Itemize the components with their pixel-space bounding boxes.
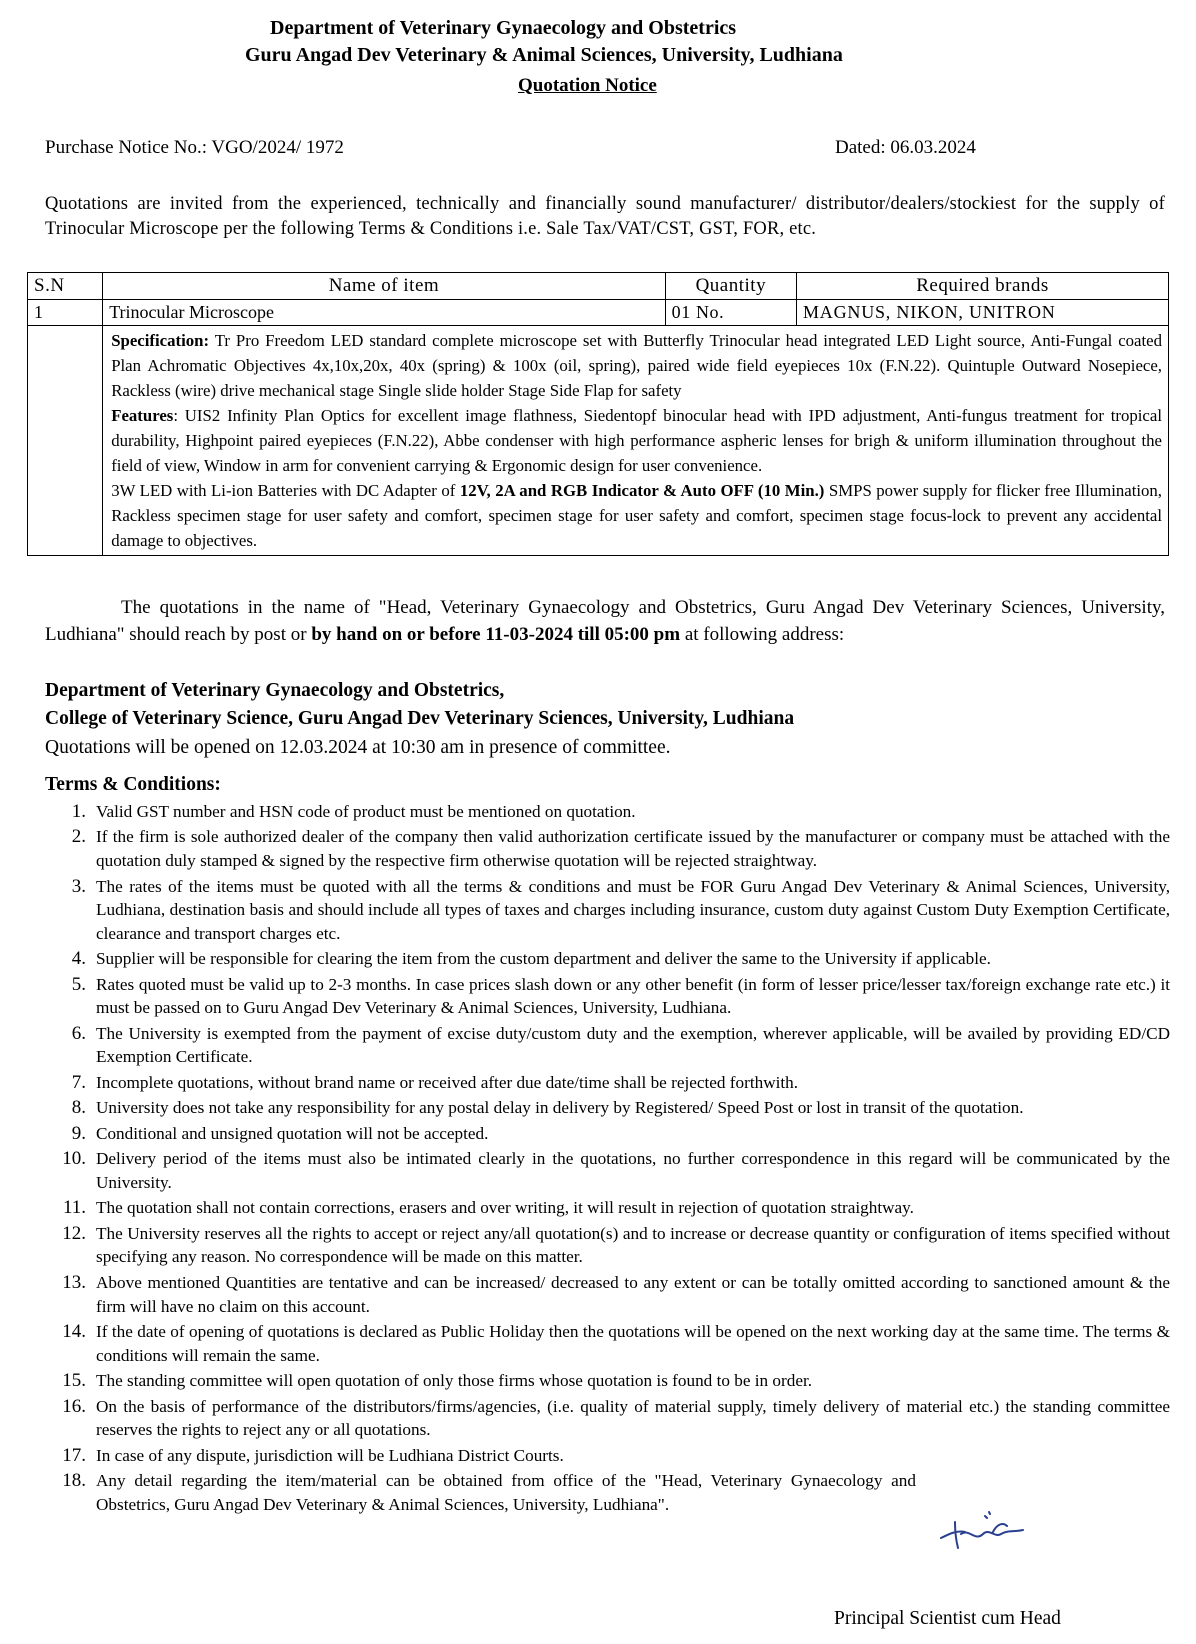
header-sn: S.N [28,273,103,300]
cell-brands: MAGNUS, NIKON, UNITRON [797,300,1169,326]
address-line-1: Department of Veterinary Gynaecology and Obstetrics, [45,680,505,701]
cell-empty [28,326,103,556]
submission-deadline: by hand on or before 11-03-2024 till 05:00 pm [311,624,681,645]
term-number: 15. [62,1370,86,1392]
list-item [40,825,1170,872]
term-number: 18. [62,1470,86,1492]
spec-label: Specification: [111,331,210,350]
term-number: 7. [71,1071,86,1093]
term-number: 10. [62,1148,86,1170]
features-text: : UIS2 Infinity Plan Optics for excellent image flathness, Siedentopf binocular head with IPD adjustment, Anti-fungus treatment for tropical durability, Highpoint paired eyepieces (F.N.22), Abbe condenser with high performance aspheric lenses for brigh & uniform illumination throughout the field of view, Window in arm for convenient carrying & Ergonomic design for user convenience. [111,406,1162,475]
term-text: The University reserves all the rights to accept or reject any/all quotation(s) and to increase or decrease quantity or configuration of items specified without specifying any reason. No correspondence will be made on this matter. [96,1223,1170,1267]
term-text: If the date of opening of quotations is declared as Public Holiday then the quotations will be opened on the next working day at the same time. The terms & conditions will remain the same. [96,1322,1170,1365]
term-text: On the basis of performance of the distributors/firms/agencies, (i.e. quality of material supply, timely delivery of material etc.) the standing committee reserves the rights to reject any or all quotations. [96,1396,1170,1440]
table-row [28,300,1169,326]
term-text: Incomplete quotations, without brand name or received after due date/time shall be rejected forthwith. [96,1072,799,1092]
led-text-2: SMPS power supply for flicker free Illumination, Rackless specimen stage for user safety and comfort, specimen stage for user safety and comfort, specimen stage focus-lock to prevent any accidental damage to objectives. [111,481,1162,550]
list-item [40,1444,1170,1468]
signer-designation: Principal Scientist cum Head [834,1608,1061,1629]
list-item [40,1122,1170,1146]
submission-text-2: at following address: [680,624,845,645]
term-number: 14. [62,1321,86,1343]
term-number: 3. [71,875,86,897]
term-number: 5. [71,973,86,995]
list-item [40,1096,1170,1120]
handwritten-signature [935,1508,1035,1556]
cell-quantity: 01 No. [665,300,796,326]
term-number: 9. [71,1122,86,1144]
term-text: Delivery period of the items must also be intimated clearly in the quotations, no further correspondence in this regard will be communicated by the University. [96,1149,1170,1192]
term-number: 2. [71,826,86,848]
term-text: The standing committee will open quotation of only those firms whose quotation is found to be in order. [96,1371,813,1391]
university-title: Guru Angad Dev Veterinary & Animal Sciences, University, Ludhiana [245,44,843,66]
term-number: 8. [71,1097,86,1119]
term-text: Any detail regarding the item/material can be obtained from office of the "Head, Veterinary Gynaecology and Obstetrics, Guru Angad Dev Veterinary & Animal Sciences, University, Ludhiana". [96,1471,916,1514]
led-text-1: 3W LED with Li-ion Batteries with DC Adapter of [111,481,460,500]
term-text: Rates quoted must be valid up to 2-3 months. In case prices slash down or any other benefit (in form of lesser price/lesser tax/foreign exchange rate etc.) it must be passed on to Guru Angad Dev Veterinary & Animal Sciences, University, Ludhiana. [96,974,1170,1018]
term-number: 17. [62,1444,86,1466]
list-item [40,973,1170,1020]
cell-sn: 1 [28,300,103,326]
address-line-2: College of Veterinary Science, Guru Angad Dev Veterinary Sciences, University, Ludhiana [45,708,795,729]
term-text: Supplier will be responsible for clearing the item from the custom department and deliver the same to the University if applicable. [96,949,991,969]
purchase-notice-number: Purchase Notice No.: VGO/2024/ 1972 [45,137,344,158]
list-item [40,800,1170,824]
term-number: 16. [62,1395,86,1417]
list-item [40,1071,1170,1095]
term-number: 1. [71,801,86,822]
header-brands: Required brands [797,273,1169,300]
submission-text-1: The quotations in the name of "Head, Veterinary Gynaecology and Obstetrics, Guru Angad Dev Veterinary Sciences, University, Ludhiana" should reach by post or [45,597,1165,645]
led-bold: 12V, 2A and RGB Indicator & Auto OFF (10 Min.) [459,481,825,500]
term-number: 13. [62,1271,86,1293]
list-item [40,875,1170,946]
intro-paragraph: Quotations are invited from the experienced, technically and financially sound manufacturer/ distributor/dealers/stockiest for the supply of Trinocular Microscope per the following Terms & Conditions i.e. Sale Tax/VAT/CST, GST, FOR, etc. [45,194,1165,239]
list-item [40,1022,1170,1069]
term-text: The rates of the items must be quoted with all the terms & conditions and must be FOR Guru Angad Dev Veterinary & Animal Sciences, University, Ludhiana, destination basis and should include all types of taxes and charges including insurance, custom duty against Custom Duty Exemption Certificate, clearance and transport charges etc. [96,876,1170,943]
specification-cell [103,326,1169,556]
table-header-row [28,273,1169,300]
list-item [40,1320,1170,1367]
list-item [40,1147,1170,1194]
list-item [40,947,1170,971]
term-number: 6. [71,1022,86,1044]
spec-text: Tr Pro Freedom LED standard complete microscope set with Butterfly Trinocular head integrated LED Light source, Anti-Fungal coated Plan Achromatic Objectives 4x,10x,20x, 40x (spring) & 100x (oil, spring), paired wide field eyepieces 10x (F.N.22). Quintuple Outward Nosepiece, Rackless (wire) drive mechanical stage Single slide holder Stage Side Flap for safety [111,331,1162,400]
specification-row [28,326,1169,556]
term-number: 11. [62,1197,86,1219]
term-text: Valid GST number and HSN code of product must be mentioned on quotation. [96,802,636,821]
list-item [40,1369,1170,1393]
term-text: Conditional and unsigned quotation will not be accepted. [96,1123,489,1143]
term-text: University does not take any responsibility for any postal delay in delivery by Registered/ Speed Post or lost in transit of the quotation. [96,1098,1024,1118]
term-text: If the firm is sole authorized dealer of the company then valid authorization certificate issued by the manufacturer or company must be attached with the quotation duly stamped & signed by the respective firm otherwise quotation will be rejected straightway. [96,827,1170,871]
term-text: The University is exempted from the payment of excise duty/custom duty and the exemption, wherever applicable, will be availed by providing ED/CD Exemption Certificate. [96,1023,1170,1067]
department-title: Department of Veterinary Gynaecology and Obstetrics [270,17,737,39]
header-name: Name of item [103,273,665,300]
list-item [40,1222,1170,1269]
cell-name: Trinocular Microscope [103,300,665,326]
terms-list [40,800,1170,1518]
opening-notice: Quotations will be opened on 12.03.2024 at 10:30 am in presence of committee. [45,737,671,758]
term-text: The quotation shall not contain corrections, erasers and over writing, it will result in rejection of quotation straightway. [96,1198,914,1218]
term-text: In case of any dispute, jurisdiction will be Ludhiana District Courts. [96,1445,564,1465]
notice-title: Quotation Notice [518,75,657,96]
term-number: 4. [71,948,86,970]
submission-paragraph [45,594,1165,648]
term-number: 12. [62,1222,86,1244]
header-quantity: Quantity [665,273,796,300]
terms-title: Terms & Conditions: [45,774,221,795]
notice-date: Dated: 06.03.2024 [835,137,976,158]
list-item [40,1395,1170,1442]
features-label: Features [111,406,174,425]
list-item [40,1196,1170,1220]
list-item [40,1271,1170,1318]
term-text: Above mentioned Quantities are tentative and can be increased/ decreased to any extent or can be totally omitted according to sanctioned amount & the firm will have no claim on this account. [96,1272,1170,1316]
items-table [27,272,1169,556]
